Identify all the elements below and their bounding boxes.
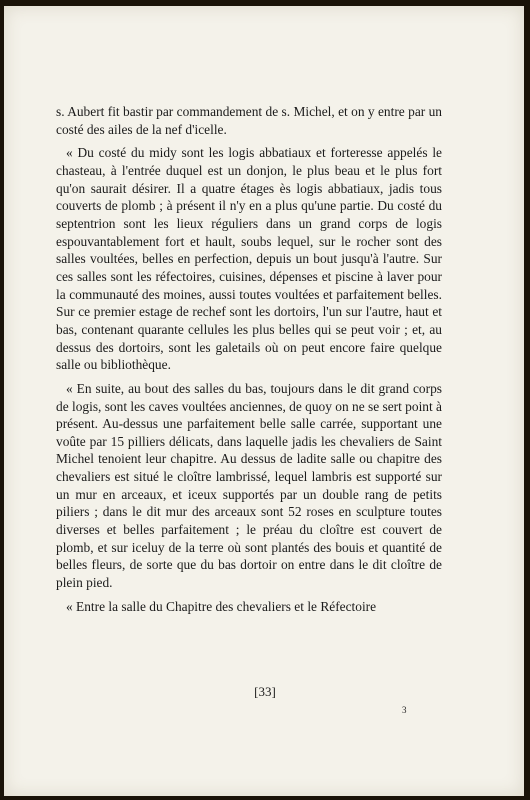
- paragraph-1: s. Aubert fit bastir par commandement de s. Michel, et on y entre par un costé des ailes de la nef d'icelle.: [56, 104, 442, 137]
- page-number: [33]: [254, 684, 276, 699]
- paragraph-4: « Entre la salle du Chapitre des chevaliers et le Réfectoire: [66, 598, 377, 614]
- paragraph-3: « En suite, au bout des salles du bas, toujours dans le dit grand corps de logis, sont les caves voultées anciennes, de quoy on ne se sert point à présent. Au-dessus une parfaitement belle salle carrée, supportant une voûte par 15 pilliers délicats, dans laquelle jadis les chevaliers de Saint Michel tenoient leur chapitre. Au dessus de ladite salle ou chapitre des chevaliers est situé le cloître lambrissé, lequel lambris est supporté sur un mur en arceaux, et iceux supportés par un double rang de petits piliers ; dans le dit mur des arceaux sont 52 roses en sculpture toutes diverses et belles parfaitement ; le préau du cloître est couvert de plomb, et sur iceluy de la terre où sont plantés des bouis et quantité de belles fleurs, de sorte que du bas dortoir on entre dans le dit cloître de plein pied.: [56, 380, 443, 591]
- signature-mark: 3: [402, 705, 407, 715]
- book-page: [4, 6, 524, 796]
- body-text: [56, 103, 442, 621]
- paragraph-2: « Du costé du midy sont les logis abbatiaux et forteresse appelés le chasteau, à l'entrée duquel est un donjon, le plus beau et le plus fort qu'on saurait désirer. Il a quatre étages ès logis abbatiaux, jadis tous couverts de plomb ; à présent il n'y en a plus qu'une partie. Du costé du septentrion sont les lieux réguliers dans un grand corps de logis espouvantablement fort et hault, soubs lequel, sur le rocher sont des salles voultées, belles en perfection, depuis un bout jusqu'à l'autre. Sur ces salles sont les réfectoires, cuisines, dépenses et piscine à laver pour la communauté des moines, aussi toutes voultées et parfaitement belles. Sur ce premier estage de rechef sont les dortoirs, l'un sur l'autre, haut et bas, contenant quarante cellules les plus belles qui se peut voir ; et, au dessus des dortoirs, sont les galetails où on peut encore faire quelque salle ou bibliothèque.: [56, 145, 442, 373]
